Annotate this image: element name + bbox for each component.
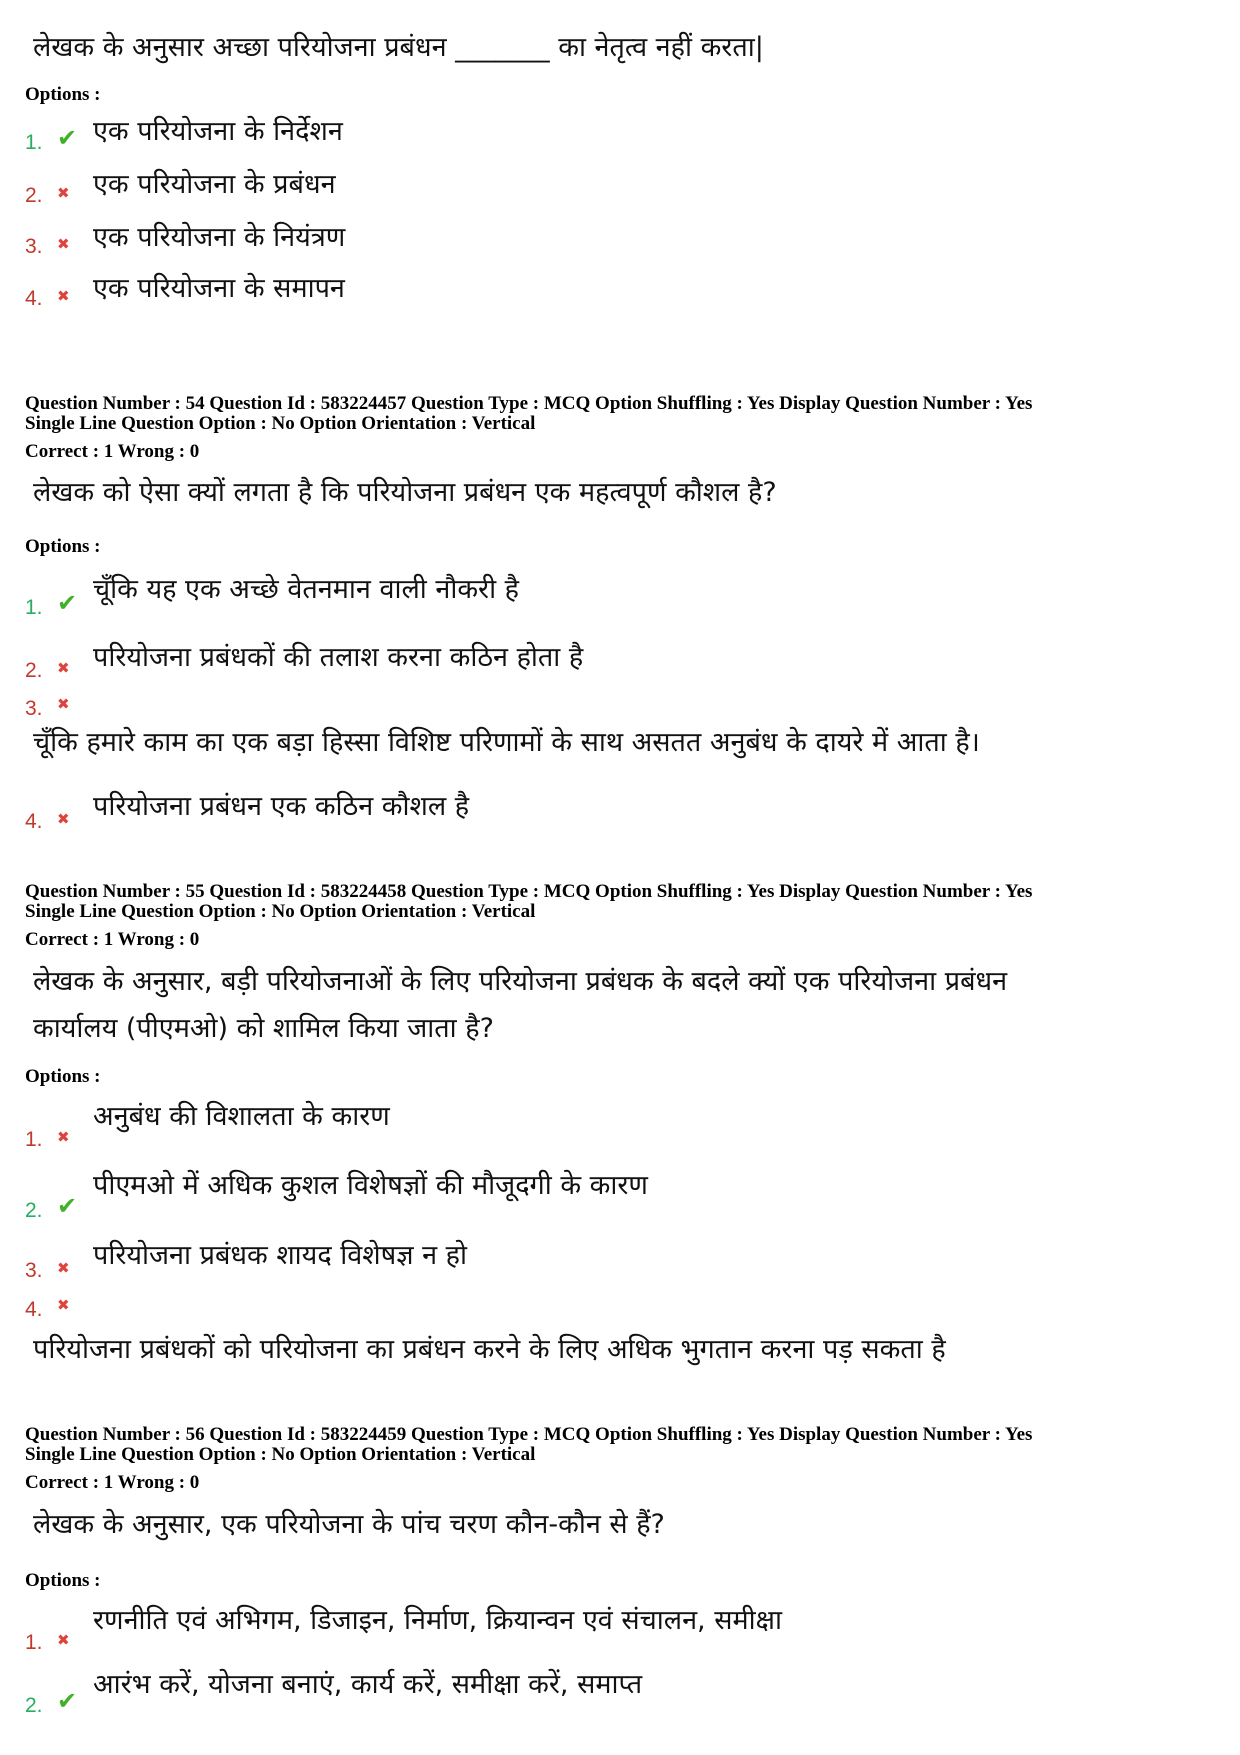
wrong-cross-icon: ✖ [57, 695, 70, 713]
wrong-cross-icon: ✖ [57, 1296, 70, 1314]
wrong-cross-icon: ✖ [57, 287, 70, 305]
question-text: लेखक के अनुसार अच्छा परियोजना प्रबंधन _______ का नेतृत्व नहीं करता| [33, 32, 764, 63]
option-number: 3. [25, 235, 43, 258]
option-number: 1. [25, 1128, 43, 1151]
option-text: चूँकि यह एक अच्छे वेतनमान वाली नौकरी है [93, 574, 520, 605]
option-number: 1. [25, 131, 43, 154]
option-text: अनुबंध की विशालता के कारण [93, 1101, 390, 1132]
question-meta: Single Line Question Option : No Option Orientation : Vertical [25, 901, 536, 922]
options-label: Options : [25, 536, 101, 557]
correct-check-icon: ✔ [57, 1192, 78, 1220]
option-number: 1. [25, 1631, 43, 1654]
correct-check-icon: ✔ [57, 589, 78, 617]
correct-check-icon: ✔ [57, 1687, 78, 1715]
question-text: लेखक को ऐसा क्यों लगता है कि परियोजना प्रबंधन एक महत्वपूर्ण कौशल है? [33, 477, 777, 508]
score-info: Correct : 1 Wrong : 0 [25, 929, 200, 950]
question-meta: Question Number : 56 Question Id : 583224459 Question Type : MCQ Option Shuffling : Yes Display Question Number : Yes [25, 1424, 1033, 1445]
wrong-cross-icon: ✖ [57, 1128, 70, 1146]
option-number: 3. [25, 697, 43, 720]
question-text: लेखक के अनुसार, एक परियोजना के पांच चरण कौन-कौन से हैं? [33, 1509, 665, 1540]
option-text: एक परियोजना के नियंत्रण [93, 222, 346, 253]
question-text: कार्यालय (पीएमओ) को शामिल किया जाता है? [33, 1013, 494, 1044]
question-meta: Single Line Question Option : No Option Orientation : Vertical [25, 1444, 536, 1465]
options-label: Options : [25, 84, 101, 105]
option-number: 4. [25, 287, 43, 310]
wrong-cross-icon: ✖ [57, 1631, 70, 1649]
option-text: पीएमओ में अधिक कुशल विशेषज्ञों की मौजूदगी के कारण [93, 1170, 648, 1201]
wrong-cross-icon: ✖ [57, 1259, 70, 1277]
option-text: एक परियोजना के प्रबंधन [93, 169, 336, 200]
wrong-cross-icon: ✖ [57, 235, 70, 253]
option-text: परियोजना प्रबंधक शायद विशेषज्ञ न हो [93, 1240, 468, 1271]
question-meta: Single Line Question Option : No Option Orientation : Vertical [25, 413, 536, 434]
option-number: 2. [25, 1694, 43, 1717]
option-number: 2. [25, 1199, 43, 1222]
option-number: 4. [25, 1298, 43, 1321]
option-text: एक परियोजना के निर्देशन [93, 116, 343, 147]
question-meta: Question Number : 55 Question Id : 583224458 Question Type : MCQ Option Shuffling : Yes Display Question Number : Yes [25, 881, 1033, 902]
option-text: परियोजना प्रबंधकों की तलाश करना कठिन होता है [93, 642, 584, 673]
options-label: Options : [25, 1066, 101, 1087]
options-label: Options : [25, 1570, 101, 1591]
option-text: एक परियोजना के समापन [93, 273, 345, 304]
correct-check-icon: ✔ [57, 124, 78, 152]
option-text: चूँकि हमारे काम का एक बड़ा हिस्सा विशिष्ट परिणामों के साथ असतत अनुबंध के दायरे में आता है। [33, 727, 980, 758]
option-text: रणनीति एवं अभिगम, डिजाइन, निर्माण, क्रियान्वन एवं संचालन, समीक्षा [93, 1605, 782, 1636]
option-text: आरंभ करें, योजना बनाएं, कार्य करें, समीक्षा करें, समाप्त [93, 1669, 643, 1700]
wrong-cross-icon: ✖ [57, 659, 70, 677]
question-text: लेखक के अनुसार, बड़ी परियोजनाओं के लिए परियोजना प्रबंधक के बदले क्यों एक परियोजना प्रबंधन [33, 966, 1008, 997]
option-number: 2. [25, 184, 43, 207]
option-number: 1. [25, 596, 43, 619]
option-text: परियोजना प्रबंधन एक कठिन कौशल है [93, 791, 470, 822]
option-text: परियोजना प्रबंधकों को परियोजना का प्रबंधन करने के लिए अधिक भुगतान करना पड़ सकता है [33, 1334, 946, 1365]
score-info: Correct : 1 Wrong : 0 [25, 1472, 200, 1493]
option-number: 2. [25, 659, 43, 682]
wrong-cross-icon: ✖ [57, 184, 70, 202]
option-number: 3. [25, 1259, 43, 1282]
score-info: Correct : 1 Wrong : 0 [25, 441, 200, 462]
wrong-cross-icon: ✖ [57, 810, 70, 828]
option-number: 4. [25, 810, 43, 833]
question-meta: Question Number : 54 Question Id : 583224457 Question Type : MCQ Option Shuffling : Yes Display Question Number : Yes [25, 393, 1033, 414]
